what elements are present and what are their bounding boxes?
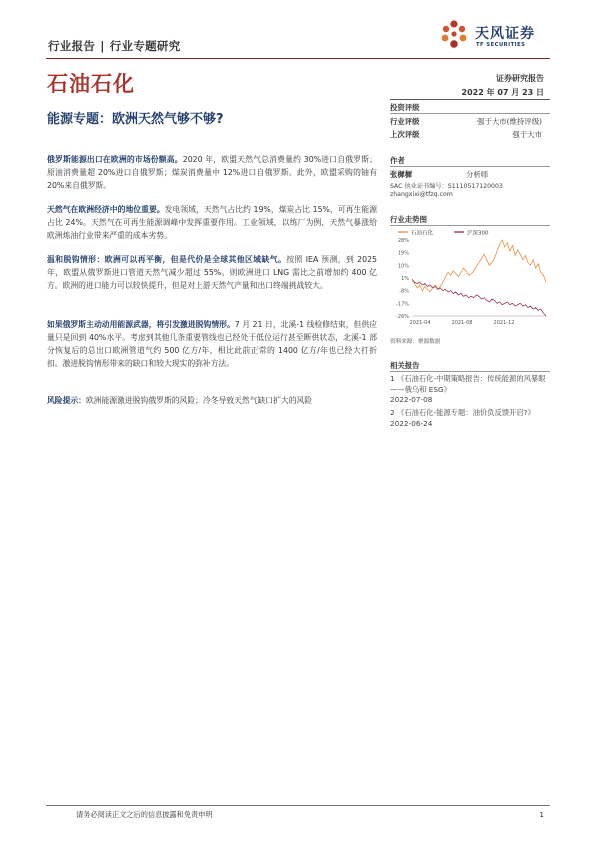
- rating-row-previous: [390, 129, 542, 140]
- body-paragraph: [47, 203, 377, 242]
- report-type: 证券研究报告: [496, 74, 544, 83]
- category-label: 行业报告: [48, 39, 96, 53]
- y-tick-label: -26%: [396, 314, 409, 320]
- footer-disclaimer: 请务必阅读正文之后的信息披露和免责申明: [76, 810, 213, 819]
- rating-label: 行业评级: [390, 117, 420, 126]
- sac-number: SAC 执业证书编号：S1110517120003: [390, 183, 503, 190]
- report-subtitle: 能源专题：欧洲天然气够不够?: [47, 112, 224, 127]
- body-paragraph: [47, 394, 377, 407]
- series-line: [412, 240, 546, 292]
- logo-name: 天风证券: [475, 26, 535, 42]
- paragraph-lead: 温和脱钩情形：欧洲可以再平衡，但是代价是全球其他区域缺气。: [47, 255, 287, 264]
- legend-label: 石油石化: [411, 230, 434, 237]
- y-tick-label: 28%: [397, 238, 409, 244]
- paragraph-text: 欧洲能源激进脱钩俄罗斯的风险；冷冬导致天然气缺口扩大的风险: [85, 396, 313, 405]
- related-report-item[interactable]: [390, 408, 546, 429]
- body-paragraph: [47, 318, 377, 370]
- x-tick-label: 2021-12: [493, 320, 515, 326]
- subcategory-label: 行业专题研究: [109, 39, 181, 53]
- paragraph-lead: 俄罗斯能源出口在欧洲的市场份额高。: [47, 155, 183, 164]
- related-report-title[interactable]: 2 《石油石化-能源专题：油价负反馈开启?》: [390, 408, 535, 417]
- trend-chart-heading: 行业走势图: [390, 215, 427, 224]
- rating-row-industry: [390, 116, 542, 127]
- related-report-date: 2022-06-24: [390, 418, 433, 428]
- related-report-item[interactable]: [390, 374, 546, 406]
- page-number: 1: [539, 810, 544, 819]
- author-heading: 作者: [390, 156, 405, 165]
- x-tick-label: 2021-04: [409, 320, 431, 326]
- y-tick-label: 19%: [397, 250, 409, 257]
- body-paragraph: [47, 253, 377, 292]
- related-heading: 相关报告: [390, 361, 420, 370]
- report-category: [48, 38, 181, 54]
- sidebar-rule: [390, 166, 550, 167]
- paragraph-text: 发电领域，天然气占比约 19%，煤炭占比 15%，可再生能源占比 24%。天然气在可再生能源调峰中发挥重要作用。工业领域，以练厂为例，天然气暴涨给欧洲炼油行业带来严重的成本劣势。: [47, 205, 377, 240]
- paragraph-text: 2020 年，欧盟天然气总消费量约 30%进口自俄罗斯；原油消费量超 20%进口自俄罗斯；煤炭消费量中 12%进口自俄罗斯。此外，欧盟采购的铀有 20%来自俄罗斯。: [47, 155, 377, 190]
- category-separator: |: [100, 39, 105, 53]
- related-report-date: 2022-07-08: [390, 395, 433, 404]
- chart-source: 资料来源：聚源数据: [390, 339, 441, 345]
- y-tick-label: -8%: [399, 288, 409, 295]
- series-line: [412, 279, 546, 316]
- analyst-email[interactable]: zhangxixi@tfzq.com: [390, 191, 453, 198]
- header-rule: [46, 58, 550, 59]
- paragraph-lead: 风险提示：: [47, 396, 86, 405]
- paragraph-lead: 如果俄罗斯主动动用能源武器，将引发激进脱钩情形。: [47, 320, 235, 329]
- sector-title: 石油石化: [47, 72, 135, 96]
- x-tick-label: 2021-08: [451, 320, 473, 326]
- paragraph-text: 7 月 21 日，北溪-1 线检修结束，但供应量只是回到 40%水平。考虑到其他几条重要管线也已经处于低位运行甚至断供状态，北溪-1 部分恢复后的总出口欧洲管道气约 500 亿方/年，相比此前正常的 1400 亿方/年也已经大打折扣。激进脱钩情形带来的缺口和较大现实的弥补方法。: [47, 320, 377, 368]
- legend-label: 沪深300: [467, 230, 489, 237]
- industry-trend-chart: [390, 224, 550, 329]
- rating-value: 强于大市(维持评级): [477, 117, 542, 126]
- rating-value: 强于大市: [512, 130, 542, 139]
- rating-label: 上次评级: [390, 130, 420, 139]
- analyst-row: [390, 169, 489, 180]
- report-date: 2022 年 07 月 23 日: [461, 88, 544, 97]
- paragraph-lead: 天然气在欧洲经济中的地位重要。: [47, 205, 165, 214]
- y-tick-label: 1%: [401, 276, 409, 282]
- paragraph-text: 按照 IEA 预测，到 2025 年，欧盟从俄罗斯进口管道天然气减少超过 55%。则欧洲进口 LNG 需比之前增加约 400 亿方。欧洲的进口能力可以较快提升，但是对上游天然气产量和出口终端挑战较大。: [47, 255, 378, 290]
- body-paragraph: [47, 153, 377, 192]
- related-report-title[interactable]: 1 《石油石化-中期策略报告：传统能源的风暴眼——俄乌和 ESG》: [390, 374, 546, 394]
- rating-heading: 投资评级: [390, 103, 420, 112]
- y-tick-label: 10%: [397, 263, 409, 270]
- sidebar-rule: [390, 371, 550, 372]
- footer-rule: [46, 805, 550, 806]
- sidebar-rule: [390, 99, 550, 100]
- y-tick-label: -17%: [396, 301, 409, 308]
- analyst-name: 张樨樨: [390, 170, 413, 179]
- analyst-title: 分析师: [466, 170, 489, 179]
- logo-subtitle: TF SECURITIES: [476, 42, 526, 48]
- sidebar-rule: [390, 113, 550, 114]
